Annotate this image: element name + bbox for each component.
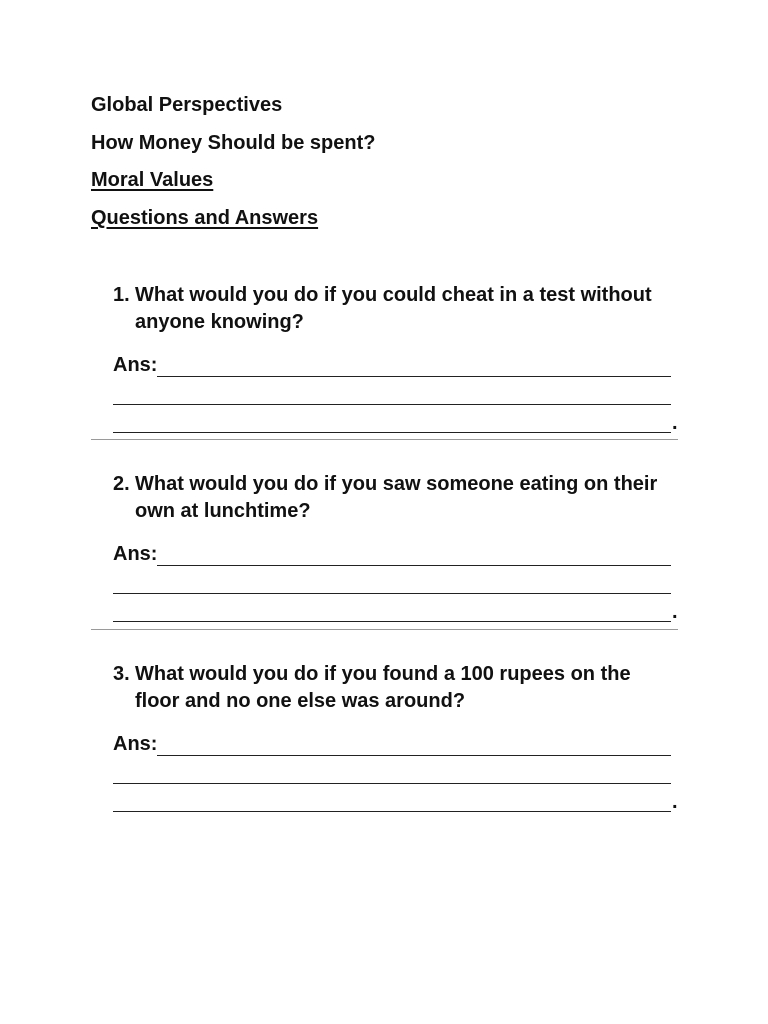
answer-line[interactable] (113, 538, 678, 566)
answer-line[interactable] (113, 784, 678, 812)
answer-label: Ans: (113, 354, 158, 376)
answer-area-1[interactable] (113, 349, 678, 433)
question-number: 1. (113, 284, 130, 306)
answer-blank[interactable] (113, 384, 671, 405)
question-block-2 (113, 471, 678, 622)
answer-area-3[interactable] (113, 728, 678, 812)
answer-label: Ans: (113, 733, 158, 755)
question-number: 2. (113, 473, 130, 495)
answer-blank[interactable] (157, 735, 671, 756)
question-3 (113, 661, 678, 715)
answer-blank[interactable] (113, 601, 671, 622)
answer-line[interactable] (113, 566, 678, 594)
answer-label: Ans: (113, 543, 158, 565)
answer-blank[interactable] (113, 763, 671, 784)
answer-blank[interactable] (157, 545, 671, 566)
answer-end-mark: . (672, 412, 678, 434)
subsection-title: Questions and Answers (91, 207, 319, 229)
answer-blank[interactable] (113, 791, 671, 812)
answer-line[interactable] (113, 728, 678, 756)
question-2 (113, 471, 678, 525)
question-block-3 (113, 661, 678, 812)
question-text: What would you do if you found a 100 rupees on the floor and no one else was around? (135, 663, 631, 712)
section-divider (91, 439, 678, 440)
question-text: What would you do if you saw someone eating on their own at lunchtime? (135, 473, 658, 522)
answer-blank[interactable] (157, 356, 671, 377)
question-1 (113, 282, 678, 336)
answer-line[interactable] (113, 377, 678, 405)
answer-area-2[interactable] (113, 538, 678, 622)
question-number: 3. (113, 663, 130, 685)
answer-line[interactable] (113, 349, 678, 377)
answer-blank[interactable] (113, 412, 671, 433)
question-text: What would you do if you could cheat in a test without anyone knowing? (135, 284, 652, 333)
answer-line[interactable] (113, 405, 678, 433)
answer-end-mark: . (672, 791, 678, 813)
section-title: Moral Values (91, 169, 214, 191)
question-block-1 (113, 282, 678, 433)
answer-line[interactable] (113, 756, 678, 784)
answer-line[interactable] (113, 594, 678, 622)
topic-title: How Money Should be spent? (91, 132, 376, 154)
answer-end-mark: . (672, 601, 678, 623)
answer-blank[interactable] (113, 573, 671, 594)
section-divider (91, 629, 678, 630)
subject-title: Global Perspectives (91, 94, 283, 116)
